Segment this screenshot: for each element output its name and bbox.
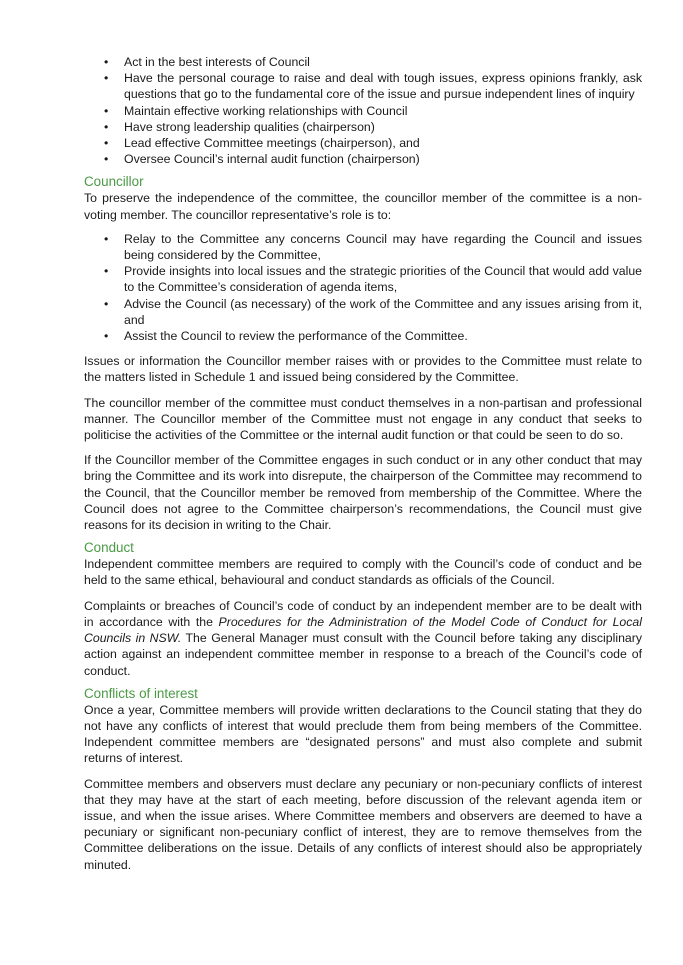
conflicts-paragraph-1: Once a year, Committee members will provide written declarations to the Council stating that they do not have any conflicts of interest that would preclude them from being members of the Committee. Independent committee members are “designated persons” and must also complete and submit returns of interest. — [84, 702, 642, 766]
list-item: • Advise the Council (as necessary) of the work of the Committee and any issues arising from it, and — [84, 296, 642, 328]
conflicts-heading: Conflicts of interest — [84, 685, 198, 701]
councillor-role-list — [84, 231, 642, 344]
conflicts-paragraph-2: Committee members and observers must declare any pecuniary or non-pecuniary conflicts of interest that they may have at the start of each meeting, before discussion of the relevant agenda item or issue, and when the issue arises. Where Committee members and observers are deemed to have a pecuniary or significant non-pecuniary conflict of interest, they are to remove themselves from the Committee deliberations on the issue. Details of any conflicts of interest should also be appropriately minuted. — [84, 776, 642, 872]
list-item: • Have the personal courage to raise and deal with tough issues, express opinions frankly, ask questions that go to the fundamental core of the issue and pursue independent lines of inquiry — [84, 70, 642, 102]
conduct-text: The General Manager must consult with the Council before taking any disciplinary action against an independent committee member in response to a breach of the Council’s code of conduct. — [84, 631, 642, 678]
document-page — [84, 54, 642, 873]
list-item: • Maintain effective working relationships with Council — [84, 103, 642, 119]
councillor-paragraph-2: The councillor member of the committee must conduct themselves in a non-partisan and professional manner. The Councillor member of the Committee must not engage in any conduct that seeks to politicise the activities of the Committee or the internal audit function or that could be seen to do so. — [84, 395, 642, 443]
conduct-heading: Conduct — [84, 540, 134, 556]
conduct-paragraph-2 — [84, 598, 642, 679]
councillor-paragraph-3: If the Councillor member of the Committee engages in such conduct or in any other conduct that may bring the Committee and its work into disrepute, the chairperson of the Committee may recommend to the Council, that the Councillor member be removed from membership of the Committee. Where the Council does not agree to the Committee chairperson’s recommendations, the Council must give reasons for its decision in writing to the Chair. — [84, 453, 642, 533]
list-item: • Oversee Council’s internal audit function (chairperson) — [84, 151, 642, 167]
conduct-paragraph-1: Independent committee members are required to comply with the Council’s code of conduct and be held to the same ethical, behavioural and conduct standards as officials of the Council. — [84, 557, 642, 588]
list-item: • Provide insights into local issues and the strategic priorities of the Council that would add value to the Committee’s consideration of agenda items, — [84, 263, 642, 295]
list-item: • Act in the best interests of Council — [84, 54, 642, 70]
councillor-heading: Councillor — [84, 174, 144, 190]
councillor-paragraph-1: Issues or information the Councillor member raises with or provides to the Committee must relate to the matters listed in Schedule 1 and issued being considered by the Committee. — [84, 354, 642, 385]
list-item: • Assist the Council to review the performance of the Committee. — [84, 328, 642, 344]
councillor-intro: To preserve the independence of the committee, the councillor member of the committee is a non-voting member. The councillor representative’s role is to: — [84, 191, 642, 222]
member-responsibilities-list — [84, 54, 642, 167]
conduct-text: Complaints or breaches of Council’s code of conduct by an independent member are to be dealt with in accordance with the — [84, 598, 642, 629]
list-item: • Lead effective Committee meetings (chairperson), and — [84, 135, 642, 151]
procedures-title: Procedures for the Administration of the Model Code of Conduct for Local Councils in NSW. — [84, 614, 642, 646]
list-item: • Relay to the Committee any concerns Council may have regarding the Council and issues being considered by the Committee, — [84, 231, 642, 263]
list-item: • Have strong leadership qualities (chairperson) — [84, 119, 642, 135]
